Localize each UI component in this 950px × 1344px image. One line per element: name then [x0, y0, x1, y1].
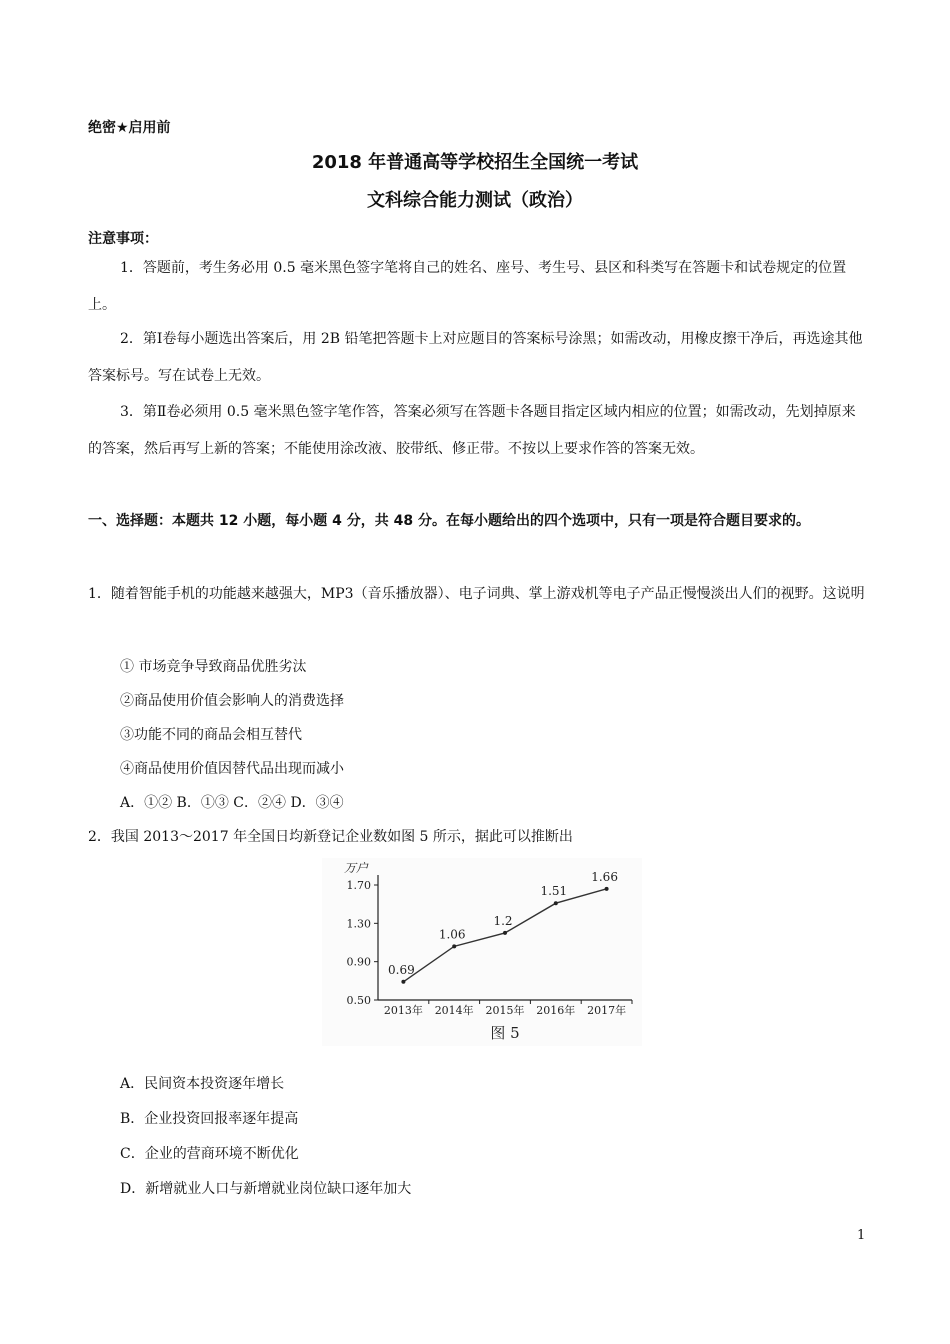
y-tick-label: 1.70 [346, 879, 371, 892]
data-label: 1.66 [591, 869, 618, 884]
note-item-2: 2．第Ⅰ卷每小题选出答案后，用 2B 铅笔把答题卡上对应题目的答案标号涂黑；如需改动，用橡皮擦干净后，再选途其他答案标号。写在试卷上无效。 [88, 331, 863, 384]
q2-option-c: C．企业的营商环境不断优化 [120, 1146, 299, 1162]
data-label: 1.51 [540, 884, 568, 899]
y-tick-label: 0.90 [346, 955, 371, 969]
x-tick-label: 2014年 [434, 1004, 474, 1017]
q1-option-3: ③功能不同的商品会相互替代 [120, 727, 302, 743]
q2-option-d: D．新增就业人口与新增就业岗位缺口逐年加大 [120, 1181, 412, 1197]
y-tick-label: 1.30 [346, 917, 371, 931]
page-number: 1 [857, 1228, 866, 1243]
y-tick-label: 0.50 [346, 994, 371, 1007]
q1-stem: 1．随着智能手机的功能越来越强大，MP3（音乐播放器）、电子词典、掌上游戏机等电子产品正慢慢淡出人们的视野。这说明 [88, 586, 865, 602]
data-label: 1.2 [493, 913, 513, 928]
y-axis-unit: 万户 [344, 861, 369, 875]
section-heading: 一、选择题：本题共 12 小题，每小题 4 分，共 48 分。在每小题给出的四个选项中，只有一项是符合题目要求的。 [88, 513, 810, 529]
q1-option-4: ④商品使用价值因替代品出现而减小 [120, 761, 344, 777]
q2-option-b: B．企业投资回报率逐年提高 [120, 1111, 299, 1127]
data-point [554, 901, 558, 905]
note-item-3: 3．第Ⅱ卷必须用 0.5 毫米黑色签字笔作答，答案必须写在答题卡各题目指定区域内相应的位置；如需改动，先划掉原来的答案，然后再写上新的答案；不能使用涂改液、胶带纸、修正带。不按以上要求作答的答案无效。 [88, 404, 856, 457]
series-line [403, 889, 606, 982]
q2-option-a: A．民间资本投资逐年增长 [120, 1076, 285, 1092]
x-tick-label: 2015年 [485, 1004, 525, 1017]
data-point [503, 931, 507, 935]
q2-stem: 2．我国 2013～2017 年全国日均新登记企业数如图 5 所示，据此可以推断出 [88, 829, 573, 845]
q1-option-1: ① 市场竞争导致商品优胜劣汰 [120, 659, 307, 675]
q1-answers: A．①② B．①③ C．②④ D．③④ [120, 795, 344, 811]
note-item-1: 1．答题前，考生务必用 0.5 毫米黑色签字笔将自己的姓名、座号、考生号、县区和科类写在答题卡和试卷规定的位置上。 [88, 260, 847, 313]
exam-title: 2018 年普通高等学校招生全国统一考试 [311, 152, 639, 173]
notes-heading: 注意事项： [88, 231, 158, 247]
data-label: 0.69 [388, 962, 415, 977]
x-tick-label: 2017年 [587, 1004, 627, 1017]
data-point [605, 887, 609, 891]
figure-caption: 图 5 [490, 1024, 520, 1042]
data-point [452, 944, 456, 948]
data-point [401, 980, 405, 984]
q1-option-2: ②商品使用价值会影响人的消费选择 [120, 693, 344, 709]
x-tick-label: 2013年 [383, 1004, 423, 1017]
figure-5-chart [322, 858, 642, 1046]
secret-label: 绝密★启用前 [88, 120, 171, 136]
exam-subtitle: 文科综合能力测试（政治） [367, 190, 583, 211]
x-tick-label: 2016年 [536, 1004, 576, 1017]
data-label: 1.06 [438, 927, 466, 942]
